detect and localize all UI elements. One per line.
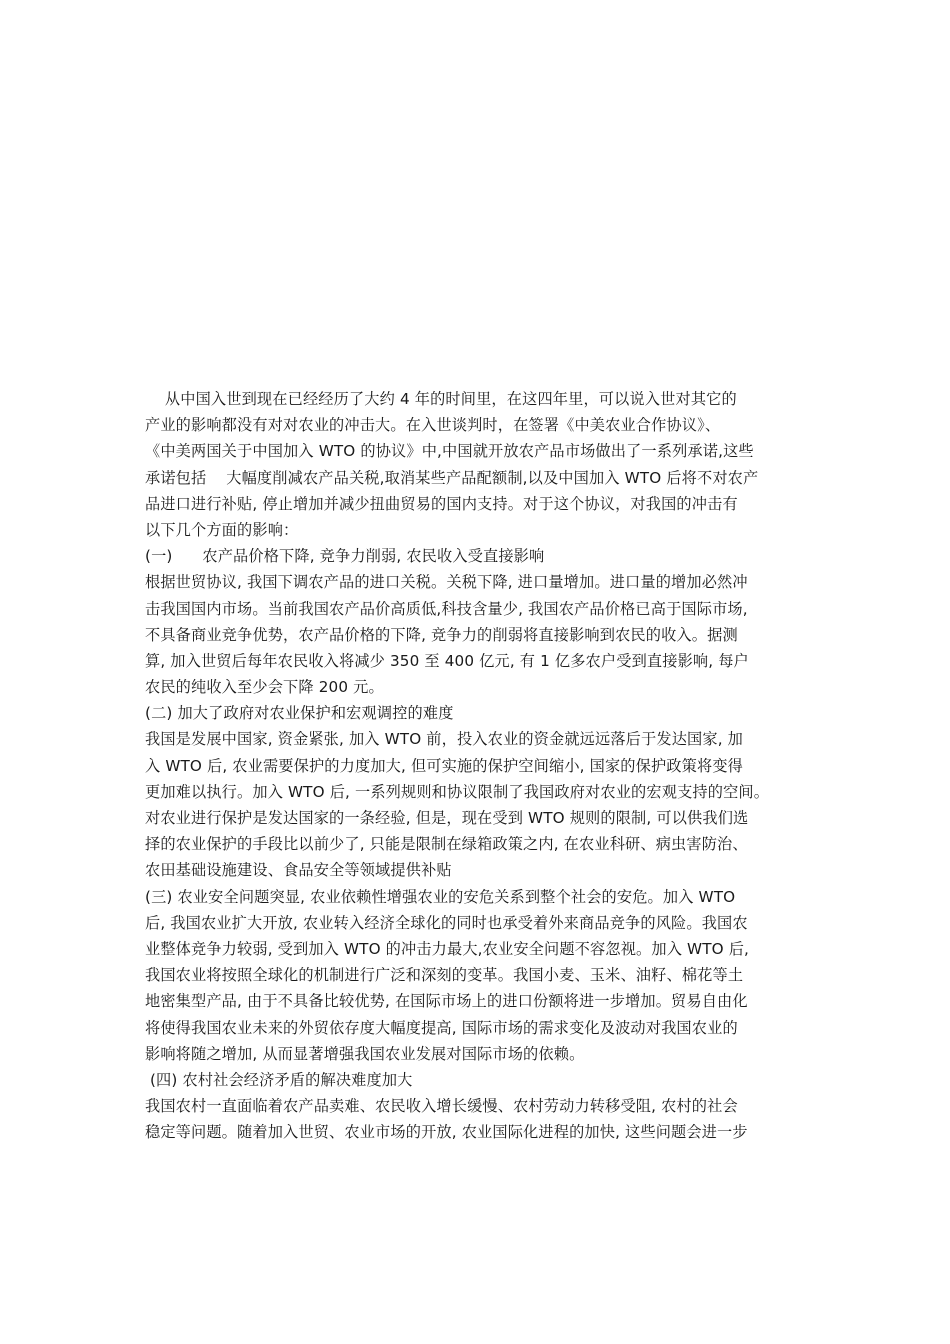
text-line: 击我国国内市场。当前我国农产品价高质低,科技含量少, 我国农产品价格已高于国际市场, [145, 599, 748, 618]
text-line: 算, 加入世贸后每年农民收入将减少 350 至 400 亿元, 有 1 亿多农户受到直接影响, 每户 [145, 651, 749, 670]
text-line: 从中国入世到现在已经经历了大约 4 年的时间里，在这四年里，可以说入世对其它的 [145, 390, 737, 408]
section-heading-4: (四) 农村社会经济矛盾的解决难度加大 [145, 1070, 413, 1089]
text-line: 以下几个方面的影响： [145, 520, 299, 539]
text-line: 《中美两国关于中国加入 WTO 的协议》中,中国就开放农产品市场做出了一系列承诺,这些 [145, 442, 754, 461]
section-heading-1: (一) 农产品价格下降, 竞争力削弱, 农民收入受直接影响 [145, 547, 545, 566]
text-line: 产业的影响都没有对对农业的冲击大。在入世谈判时，在签署《中美农业合作协议》、 [145, 416, 721, 435]
text-line: 农民的纯收入至少会下降 200 元。 [145, 678, 384, 697]
text-line: 更加难以执行。加入 WTO 后, 一系列规则和协议限制了我国政府对农业的宏观支持的空间。 [145, 782, 770, 801]
text-line: 我国农村一直面临着农产品卖难、农民收入增长缓慢、农村劳动力转移受阻, 农村的社会 [145, 1097, 738, 1116]
text-line: 稳定等问题。随着加入世贸、农业市场的开放, 农业国际化进程的加快, 这些问题会进一步 [145, 1123, 748, 1142]
section-heading-3: (三) 农业安全问题突显, 农业依赖性增强农业的安危关系到整个社会的安危。加入 WTO [145, 887, 736, 906]
text-line: 不具备商业竞争优势，农产品价格的下降, 竞争力的削弱将直接影响到农民的收入。据测 [145, 625, 738, 644]
text-line: 对农业进行保护是发达国家的一条经验, 但是，现在受到 WTO 规则的限制, 可以供我们选 [145, 809, 749, 827]
text-line: 择的农业保护的手段比以前少了, 只能是限制在绿箱政策之内, 在农业科研、病虫害防治、 [145, 835, 748, 854]
text-line: 影响将随之增加, 从而显著增强我国农业发展对国际市场的依赖。 [145, 1044, 585, 1063]
text-line: 品进口进行补贴, 停止增加并减少扭曲贸易的国内支持。对于这个协议，对我国的冲击有 [145, 494, 738, 513]
text-line: 入 WTO 后, 农业需要保护的力度加大, 但可实施的保护空间缩小, 国家的保护政策将变得 [145, 756, 743, 775]
text-line: 农田基础设施建设、食品安全等领域提供补贴 [145, 861, 452, 880]
text-line: 我国农业将按照全球化的机制进行广泛和深刻的变革。我国小麦、玉米、油籽、棉花等土 [145, 966, 744, 985]
text-line: 地密集型产品, 由于不具备比较优势, 在国际市场上的进口份额将进一步增加。贸易自由化 [145, 992, 748, 1011]
text-line: 我国是发展中国家, 资金紧张, 加入 WTO 前，投入农业的资金就远远落后于发达国家, 加 [145, 730, 743, 749]
text-line: 后, 我国农业扩大开放, 农业转入经济全球化的同时也承受着外来商品竞争的风险。我国农 [145, 913, 748, 932]
text-line: 承诺包括 大幅度削减农产品关税,取消某些产品配额制,以及中国加入 WTO 后将不对农产 [145, 468, 759, 487]
text-line: 业整体竞争力较弱, 受到加入 WTO 的冲击力最大,农业安全问题不容忽视。加入 WTO 后, [145, 939, 750, 958]
body-text [145, 386, 835, 1145]
text-line: 将使得我国农业未来的外贸依存度大幅度提高, 国际市场的需求变化及波动对我国农业的 [145, 1018, 738, 1037]
section-heading-2: (二) 加大了政府对农业保护和宏观调控的难度 [145, 704, 454, 723]
text-line: 根据世贸协议, 我国下调农产品的进口关税。关税下降, 进口量增加。进口量的增加必然冲 [145, 573, 748, 592]
